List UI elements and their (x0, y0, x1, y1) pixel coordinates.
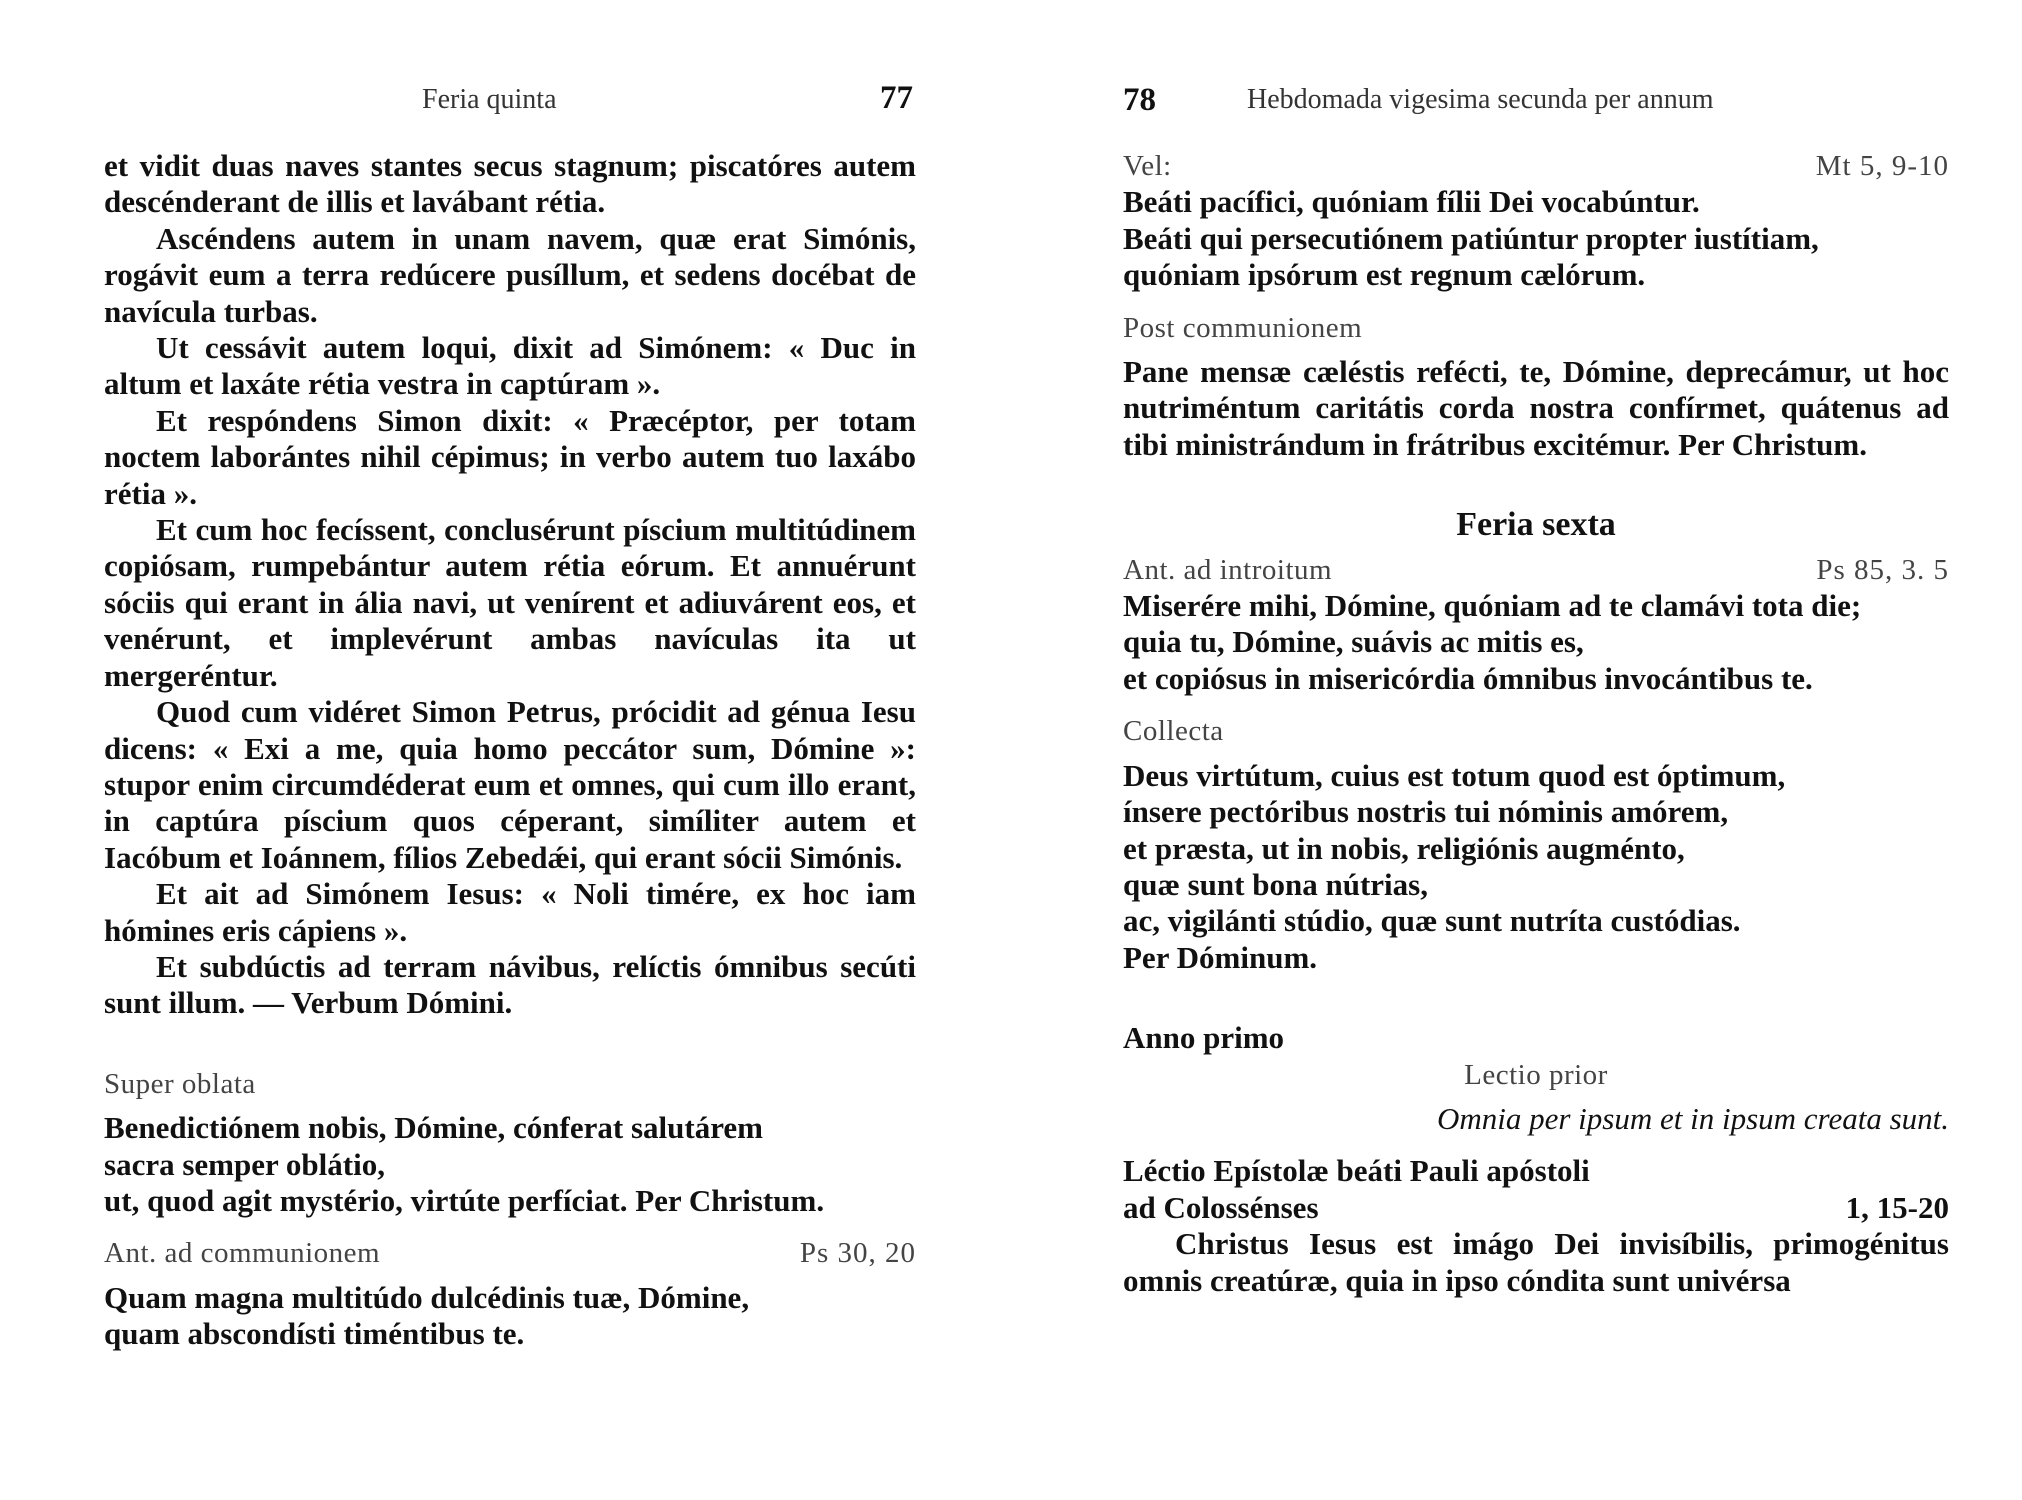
communion-antiphon-header (104, 1235, 916, 1271)
gospel-paragraph: et vidit duas naves stantes secus stagnum; piscatóres autem descénderant de illis et lavábant rétia. (104, 148, 916, 220)
prayer-line: ac, vigilánti stúdio, quæ sunt nutríta custódias. (1123, 903, 1741, 939)
antiphon-line: quam abscondísti timéntibus te. (104, 1316, 525, 1352)
prayer-line: Benedictiónem nobis, Dómine, cónferat salutárem (104, 1110, 763, 1146)
right-column (1123, 148, 1949, 1299)
reading-title: Léctio Epístolæ beáti Pauli apóstoli (1123, 1153, 1590, 1189)
introit-label: Ant. ad introitum (1123, 553, 1333, 586)
prayer-line: ínsere pectóribus nostris tui nóminis amórem, (1123, 794, 1729, 830)
prayer-line: quæ sunt bona nútrias, (1123, 866, 1428, 902)
communion-antiphon-text (104, 1280, 916, 1353)
prayer-line: sacra semper oblátio, (104, 1146, 385, 1182)
super-oblata-label: Super oblata (104, 1067, 256, 1100)
lectio-prior-label: Lectio prior (1464, 1058, 1608, 1091)
reading-title-continued: ad Colossénses (1123, 1189, 1319, 1225)
vel-text (1123, 184, 1949, 293)
page-number: 78 (1123, 82, 1156, 118)
gospel-paragraph: Et cum hoc fecíssent, conclusérunt píscium multitúdinem copiósam, rumpebántur autem rétia eórum. Et annuérunt sóciis qui erant in ália navi, ut venírent et adiuvárent eos, et venérunt, et implevérunt ambas navículas ita ut mergeréntur. (104, 512, 916, 693)
gospel-paragraph: Et respóndens Simon dixit: « Præcéptor, per totam noctem laborántes nihil cépimus; in verbo autem tuo laxábo rétia ». (104, 402, 916, 511)
gospel-paragraph: Ut cessávit autem loqui, dixit ad Simónem: « Duc in altum et laxáte rétia vestra in captúram ». (104, 330, 916, 402)
antiphon-line: Quam magna multitúdo dulcédinis tuæ, Dómine, (104, 1279, 750, 1315)
communion-antiphon-label: Ant. ad communionem (104, 1237, 381, 1270)
antiphon-line: Miserére mihi, Dómine, quóniam ad te clamávi tota die; (1123, 588, 1862, 624)
collecta-label: Collecta (1123, 715, 1224, 748)
introit-header (1123, 552, 1949, 588)
verse-line: Beáti qui persecutiónem patiúntur propter iustítiam, (1123, 220, 1819, 256)
collecta-text (1123, 758, 1949, 976)
anno-primo-title: Anno primo (1123, 1020, 1285, 1056)
prayer-line: Deus virtútum, cuius est totum quod est óptimum, (1123, 757, 1786, 793)
prayer-line: et præsta, ut in nobis, religiónis augménto, (1123, 830, 1685, 866)
left-column (104, 148, 916, 1353)
reading-reference: 1, 15-20 (1845, 1189, 1949, 1225)
vel-header (1123, 148, 1949, 184)
gospel-paragraph: Ascéndens autem in unam navem, quæ erat Simónis, rogávit eum a terra redúcere pusíllum, et sedens docébat de navícula turbas. (104, 220, 916, 329)
vel-reference: Mt 5, 9-10 (1815, 150, 1949, 182)
post-communionem-text: Pane mensæ cæléstis refécti, te, Dómine, deprecámur, ut hoc nutriméntum caritátis corda nostra confírmet, quátenus ad tibi ministrándum in frátribus excitémur. Per Christum. (1123, 354, 1949, 462)
gospel-paragraph: Quod cum vidéret Simon Petrus, prócidit ad génua Iesu dicens: « Exi a me, quia homo peccátor sum, Dómine »: stupor enim circumdéderat eum et omnes, qui cum illo erant, in captúra píscium quos céperant, simíliter autem et Iacóbum et Ioánnem, fílios Zebedǽi, qui erant sócii Simónis. (104, 694, 916, 875)
antiphon-line: et copiósus in misericórdia ómnibus invocántibus te. (1123, 660, 1813, 696)
reading-summary: Omnia per ipsum et in ipsum creata sunt. (1436, 1100, 1949, 1136)
running-head: Hebdomada vigesima secunda per annum (1247, 84, 1714, 115)
super-oblata-text (104, 1110, 916, 1219)
post-communionem-label: Post communionem (1123, 311, 1363, 344)
verse-line: Beáti pacífici, quóniam fílii Dei vocabúntur. (1123, 184, 1700, 220)
antiphon-line: quia tu, Dómine, suávis ac mitis es, (1123, 624, 1584, 660)
gospel-paragraph: Et ait ad Simónem Iesus: « Noli timére, ex hoc iam hómines eris cápiens ». (104, 876, 916, 948)
verse-line: quóniam ipsórum est regnum cælórum. (1123, 257, 1646, 293)
reading-text: Christus Iesus est imágo Dei invisíbilis, primogénitus omnis creatúræ, quia in ipso cóndita sunt univérsa (1123, 1226, 1949, 1298)
right-page (1011, 0, 2022, 1500)
feria-sexta-title: Feria sexta (1456, 506, 1616, 544)
introit-reference: Ps 85, 3. 5 (1816, 553, 1949, 586)
communion-antiphon-reference: Ps 30, 20 (799, 1237, 916, 1270)
reading-title-row (1123, 1190, 1949, 1226)
gospel-paragraph: Et subdúctis ad terram návibus, relíctis ómnibus secúti sunt illum. — Verbum Dómini. (104, 948, 916, 1021)
introit-text (1123, 588, 1949, 697)
prayer-line: ut, quod agit mystério, virtúte perfíciat. Per Christum. (104, 1182, 825, 1218)
vel-label: Vel: (1123, 150, 1172, 182)
prayer-line: Per Dóminum. (1123, 939, 1318, 975)
running-head: Feria quinta (422, 84, 557, 115)
page-number: 77 (880, 80, 913, 116)
